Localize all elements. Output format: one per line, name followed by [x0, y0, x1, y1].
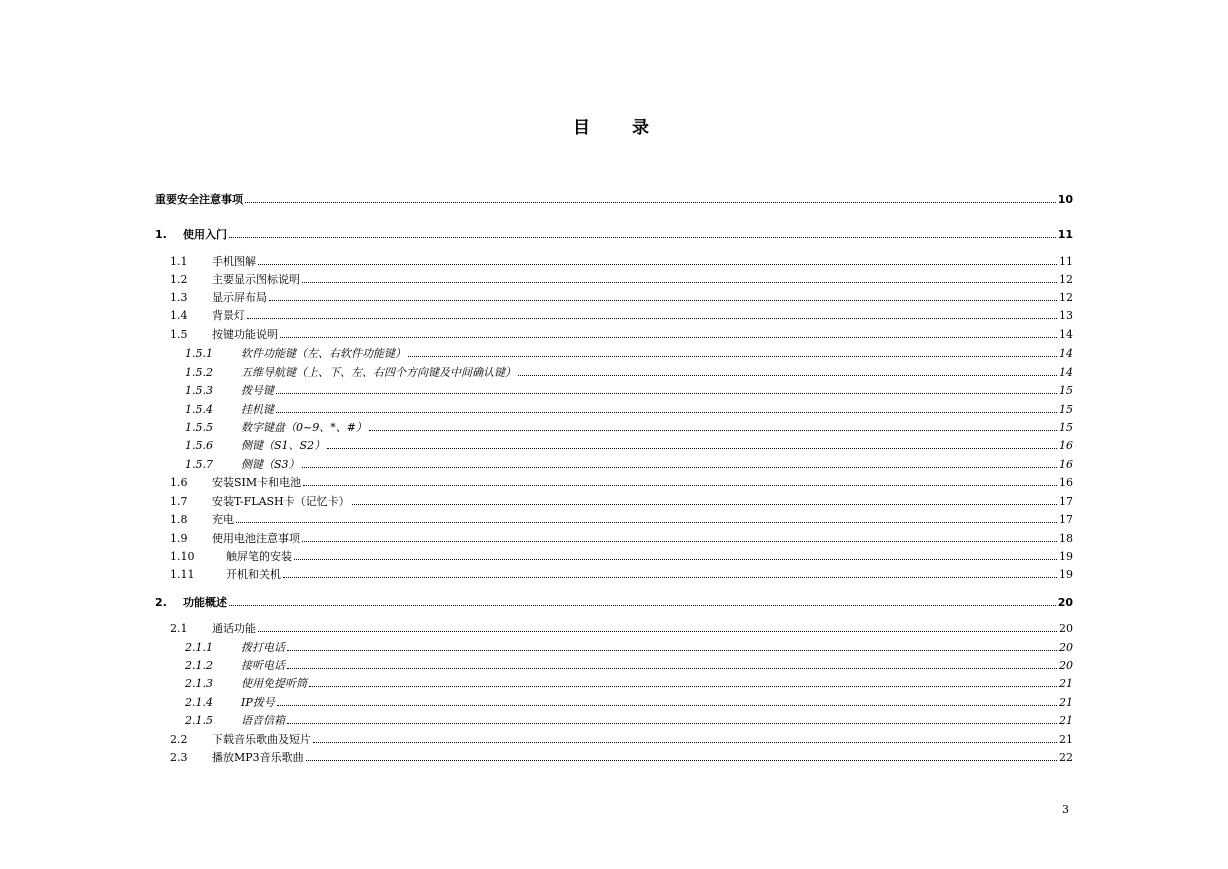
toc-entry-page: 21: [1059, 696, 1073, 709]
dot-leader: [258, 631, 1057, 632]
toc-entry-number: 1.6: [170, 476, 188, 489]
dot-leader: [327, 448, 1057, 449]
toc-entry-number: 1.: [155, 228, 167, 241]
toc-entry-title: 背景灯: [212, 309, 245, 322]
toc-entry-title: 使用电池注意事项: [212, 532, 300, 545]
toc-entry-number: 1.9: [170, 532, 188, 545]
toc-entry-title: 播放MP3音乐歌曲: [212, 751, 304, 764]
dot-leader: [280, 337, 1057, 338]
toc-entry[interactable]: [185, 382, 1073, 398]
toc-title: 目 录: [573, 118, 667, 138]
toc-entry-number: 2.1.2: [185, 659, 213, 672]
toc-entry-page: 14: [1059, 366, 1073, 379]
toc-entry-title: 充电: [212, 513, 234, 526]
toc-entry[interactable]: [185, 657, 1073, 673]
toc-entry[interactable]: [170, 548, 1073, 564]
toc-entry[interactable]: [155, 226, 1073, 242]
dot-leader: [236, 522, 1057, 523]
dot-leader: [306, 760, 1057, 761]
toc-entry-title: 下载音乐歌曲及短片: [212, 733, 311, 746]
toc-entry-number: 2.1.4: [185, 696, 213, 709]
dot-leader: [229, 237, 1056, 238]
toc-entry[interactable]: [170, 493, 1073, 509]
dot-leader: [276, 412, 1057, 413]
toc-entry-number: 1.5: [170, 328, 188, 341]
dot-leader: [287, 650, 1057, 651]
dot-leader: [277, 705, 1057, 706]
dot-leader: [229, 605, 1056, 606]
dot-leader: [283, 577, 1057, 578]
toc-entry-number: 1.10: [170, 550, 195, 563]
toc-entry-number: 2.: [155, 596, 167, 609]
toc-entry[interactable]: [170, 620, 1073, 636]
toc-entry[interactable]: [170, 474, 1073, 490]
toc-entry-number: 2.2: [170, 733, 188, 746]
dot-leader: [258, 264, 1057, 265]
dot-leader: [276, 393, 1057, 394]
toc-entry-number: 1.5.4: [185, 403, 213, 416]
toc-entry-number: 1.7: [170, 495, 188, 508]
toc-entry-number: 1.5.2: [185, 366, 213, 379]
toc-entry-title: 侧键（S3）: [241, 458, 300, 471]
toc-entry-page: 18: [1059, 532, 1073, 545]
toc-entry-title: 手机图解: [212, 255, 256, 268]
dot-leader: [302, 282, 1057, 283]
toc-entry-page: 21: [1059, 677, 1073, 690]
toc-entry[interactable]: [170, 271, 1073, 287]
toc-entry[interactable]: [185, 345, 1073, 361]
toc-entry[interactable]: [185, 694, 1073, 710]
toc-entry-number: 1.5.6: [185, 439, 213, 452]
toc-entry-number: 2.1.5: [185, 714, 213, 727]
toc-entry-page: 17: [1059, 513, 1073, 526]
toc-entry-title: 功能概述: [183, 596, 227, 609]
toc-entry-number: 1.5.5: [185, 421, 213, 434]
toc-entry-title: 软件功能键（左、右软件功能键）: [241, 347, 406, 360]
toc-entry[interactable]: [185, 419, 1073, 435]
toc-entry[interactable]: [170, 749, 1073, 765]
dot-leader: [247, 318, 1057, 319]
toc-entry[interactable]: [185, 675, 1073, 691]
toc-entry-number: 1.3: [170, 291, 188, 304]
toc-entry-page: 15: [1059, 384, 1073, 397]
toc-entry-title: 侧键（S1、S2）: [241, 439, 326, 452]
toc-entry-number: 1.2: [170, 273, 188, 286]
toc-entry-title: 显示屏布局: [212, 291, 267, 304]
toc-entry-page: 16: [1059, 476, 1073, 489]
toc-entry-page: 20: [1057, 596, 1073, 609]
toc-entry-number: 2.1.1: [185, 641, 213, 654]
dot-leader: [287, 668, 1057, 669]
toc-entry-number: 1.5.7: [185, 458, 213, 471]
toc-entry-page: 16: [1059, 439, 1073, 452]
toc-entry[interactable]: [185, 437, 1073, 453]
toc-entry-page: 15: [1059, 403, 1073, 416]
toc-entry-page: 13: [1059, 309, 1073, 322]
dot-leader: [245, 202, 1056, 203]
dot-leader: [309, 686, 1057, 687]
toc-entry-page: 22: [1059, 751, 1073, 764]
toc-entry-title: 使用入门: [183, 228, 227, 241]
toc-entry-number: 1.11: [170, 568, 195, 581]
toc-entry[interactable]: [170, 511, 1073, 527]
toc-entry-page: 20: [1059, 641, 1073, 654]
toc-entry-title: 主要显示图标说明: [212, 273, 300, 286]
toc-entry-page: 20: [1059, 622, 1073, 635]
dot-leader: [302, 467, 1057, 468]
dot-leader: [303, 485, 1057, 486]
toc-entry-page: 17: [1059, 495, 1073, 508]
toc-entry-page: 16: [1059, 458, 1073, 471]
dot-leader: [313, 742, 1057, 743]
toc-entry-page: 19: [1059, 568, 1073, 581]
toc-entry-title: 拨打电话: [241, 641, 285, 654]
toc-entry[interactable]: [170, 307, 1073, 323]
toc-entry-page: 14: [1059, 347, 1073, 360]
toc-entry[interactable]: [170, 253, 1073, 269]
toc-entry-page: 10: [1057, 193, 1073, 206]
toc-entry-title: 通话功能: [212, 622, 256, 635]
toc-entry-number: 1.4: [170, 309, 188, 322]
dot-leader: [287, 723, 1057, 724]
toc-entry-title: 使用免提听筒: [241, 677, 307, 690]
toc-entry-page: 20: [1059, 659, 1073, 672]
toc-entry-number: 1.5.3: [185, 384, 213, 397]
toc-entry-title: 挂机键: [241, 403, 274, 416]
toc-entry-page: 12: [1059, 273, 1073, 286]
toc-entry[interactable]: [185, 456, 1073, 472]
toc-entry[interactable]: [155, 594, 1073, 610]
toc-entry-page: 21: [1059, 714, 1073, 727]
toc-entry[interactable]: [185, 364, 1073, 380]
toc-entry-page: 19: [1059, 550, 1073, 563]
toc-entry[interactable]: [170, 566, 1073, 582]
toc-entry[interactable]: [185, 639, 1073, 655]
dot-leader: [269, 300, 1057, 301]
toc-entry-title: 拨号键: [241, 384, 274, 397]
toc-entry[interactable]: [170, 326, 1073, 342]
toc-entry-title: 安装T-FLASH卡（记忆卡）: [212, 495, 350, 508]
toc-entry-number: 1.5.1: [185, 347, 213, 360]
toc-entry-number: 1.8: [170, 513, 188, 526]
dot-leader: [302, 541, 1057, 542]
toc-entry-title: IP拨号: [241, 696, 275, 709]
toc-entry-number: 1.1: [170, 255, 188, 268]
toc-entry-title: 数字键盘（0~9、*、#）: [241, 421, 367, 434]
dot-leader: [369, 430, 1057, 431]
toc-entry-number: 2.1.3: [185, 677, 213, 690]
dot-leader: [294, 559, 1057, 560]
toc-entry-title: 五维导航键（上、下、左、右四个方向键及中间确认键）: [241, 366, 516, 379]
dot-leader: [518, 375, 1057, 376]
toc-entry-page: 12: [1059, 291, 1073, 304]
toc-entry[interactable]: [170, 289, 1073, 305]
toc-entry-title: 按键功能说明: [212, 328, 278, 341]
dot-leader: [352, 504, 1057, 505]
toc-entry[interactable]: [170, 731, 1073, 747]
toc-entry-page: 15: [1059, 421, 1073, 434]
toc-entry-title: 语音信箱: [241, 714, 285, 727]
page-number: 3: [1062, 803, 1069, 816]
toc-entry-page: 14: [1059, 328, 1073, 341]
toc-entry-title: 安装SIM卡和电池: [212, 476, 302, 489]
toc-entry-page: 21: [1059, 733, 1073, 746]
toc-entry-title: 接听电话: [241, 659, 285, 672]
toc-entry-title: 触屏笔的安装: [226, 550, 292, 563]
toc-entry[interactable]: [185, 401, 1073, 417]
toc-entry-page: 11: [1057, 228, 1073, 241]
toc-entry-title: 开机和关机: [226, 568, 281, 581]
toc-entry-title: 重要安全注意事项: [155, 193, 243, 206]
toc-entry-page: 11: [1059, 255, 1073, 268]
toc-entry[interactable]: [185, 712, 1073, 728]
toc-entry[interactable]: [155, 191, 1073, 207]
dot-leader: [408, 356, 1057, 357]
toc-entry[interactable]: [170, 530, 1073, 546]
toc-entry-number: 2.3: [170, 751, 188, 764]
toc-entry-number: 2.1: [170, 622, 188, 635]
